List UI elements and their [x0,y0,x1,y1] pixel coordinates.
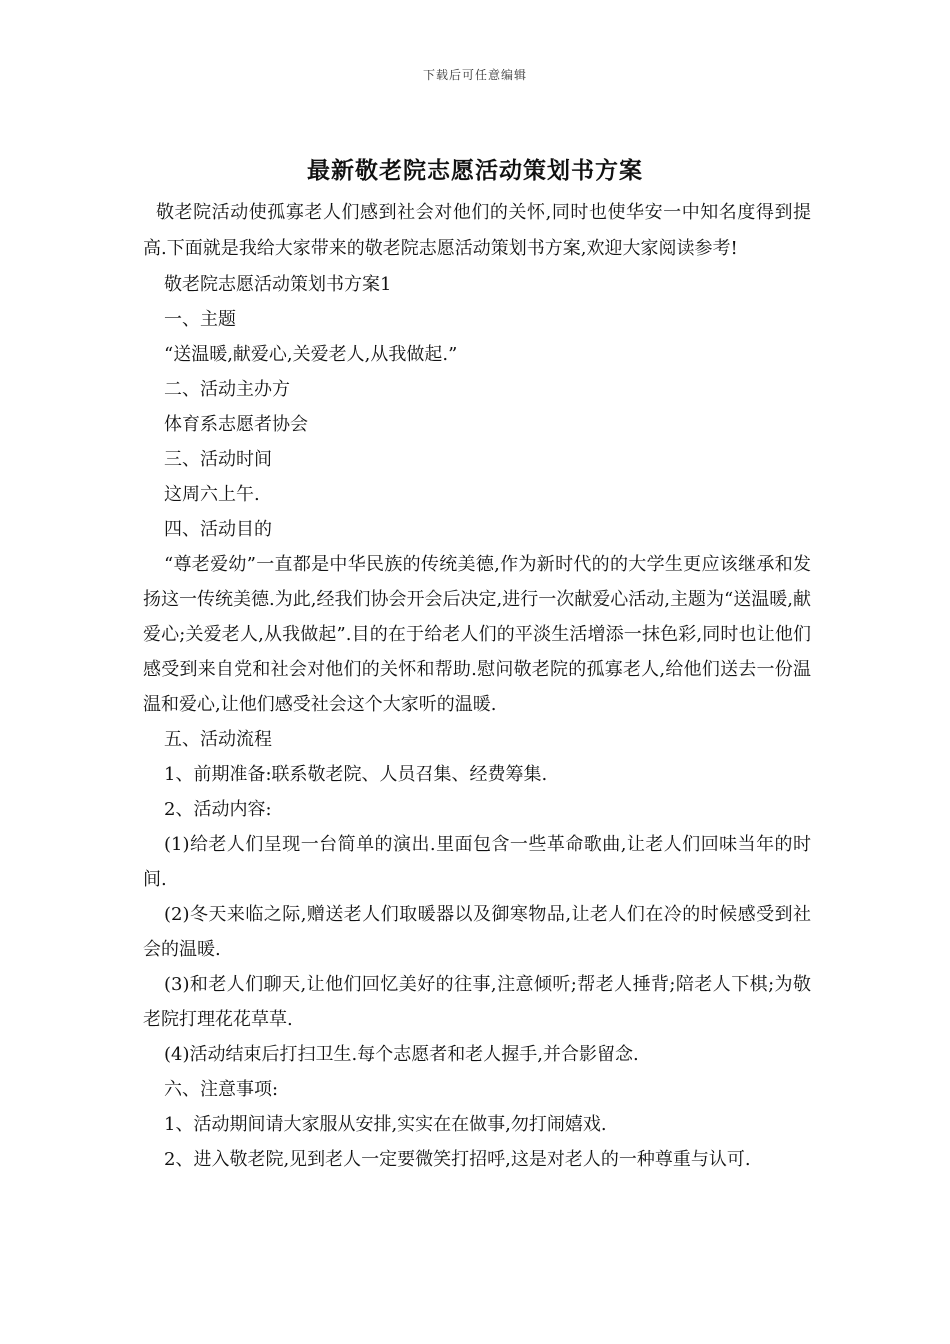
theme-text: “送温暖,献爱心,关爱老人,从我做起.” [164,344,458,365]
process-item-2: 2、活动内容: [164,799,272,820]
section-heading-organizer: 二、活动主办方 [164,379,290,400]
time-text: 这周六上午. [164,484,260,505]
content-item-2: (2)冬天来临之际,赠送老人们取暖器以及御寒物品,让老人们在冷的时候感受到社会的温暖. [143,904,811,960]
section-heading-time: 三、活动时间 [164,449,272,470]
document-body [143,195,811,1177]
intro-paragraph: 敬老院活动使孤寡老人们感到社会对他们的关怀,同时也使华安一中知名度得到提高.下面就是我给大家带来的敬老院志愿活动策划书方案,欢迎大家阅读参考! [143,202,811,259]
section-heading-purpose: 四、活动目的 [164,519,272,540]
section-heading-notes: 六、注意事项: [164,1079,279,1100]
section-heading-plan: 敬老院志愿活动策划书方案1 [164,274,392,295]
content-item-4: (4)活动结束后打扫卫生.每个志愿者和老人握手,并合影留念. [164,1044,639,1065]
content-item-3: (3)和老人们聊天,让他们回忆美好的往事,注意倾听;帮老人捶背;陪老人下棋;为敬老院打理花花草草. [143,974,811,1030]
purpose-paragraph: “尊老爱幼”一直都是中华民族的传统美德,作为新时代的的大学生更应该继承和发扬这一传统美德.为此,经我们协会开会后决定,进行一次献爱心活动,主题为“送温暖,献爱心;关爱老人,从我做起”.目的在于给老人们的平淡生活增添一抹色彩,同时也让他们感受到来自党和社会对他们的关怀和帮助.慰问敬老院的孤寡老人,给他们送去一份温温和爱心,让他们感受社会这个大家听的温暖. [143,554,811,715]
notes-item-1: 1、活动期间请大家服从安排,实实在在做事,勿打闹嬉戏. [164,1114,607,1135]
section-heading-theme: 一、主题 [164,309,236,330]
process-item-1: 1、前期准备:联系敬老院、人员召集、经费筹集. [164,764,548,785]
document-title: 最新敬老院志愿活动策划书方案 [307,157,643,184]
notes-item-2: 2、进入敬老院,见到老人一定要微笑打招呼,这是对老人的一种尊重与认可. [164,1149,751,1170]
content-item-1: (1)给老人们呈现一台简单的演出.里面包含一些革命歌曲,让老人们回味当年的时间. [143,834,811,890]
section-heading-process: 五、活动流程 [164,729,272,750]
header-note: 下载后可任意编辑 [422,68,527,82]
organizer-text: 体育系志愿者协会 [164,414,308,435]
